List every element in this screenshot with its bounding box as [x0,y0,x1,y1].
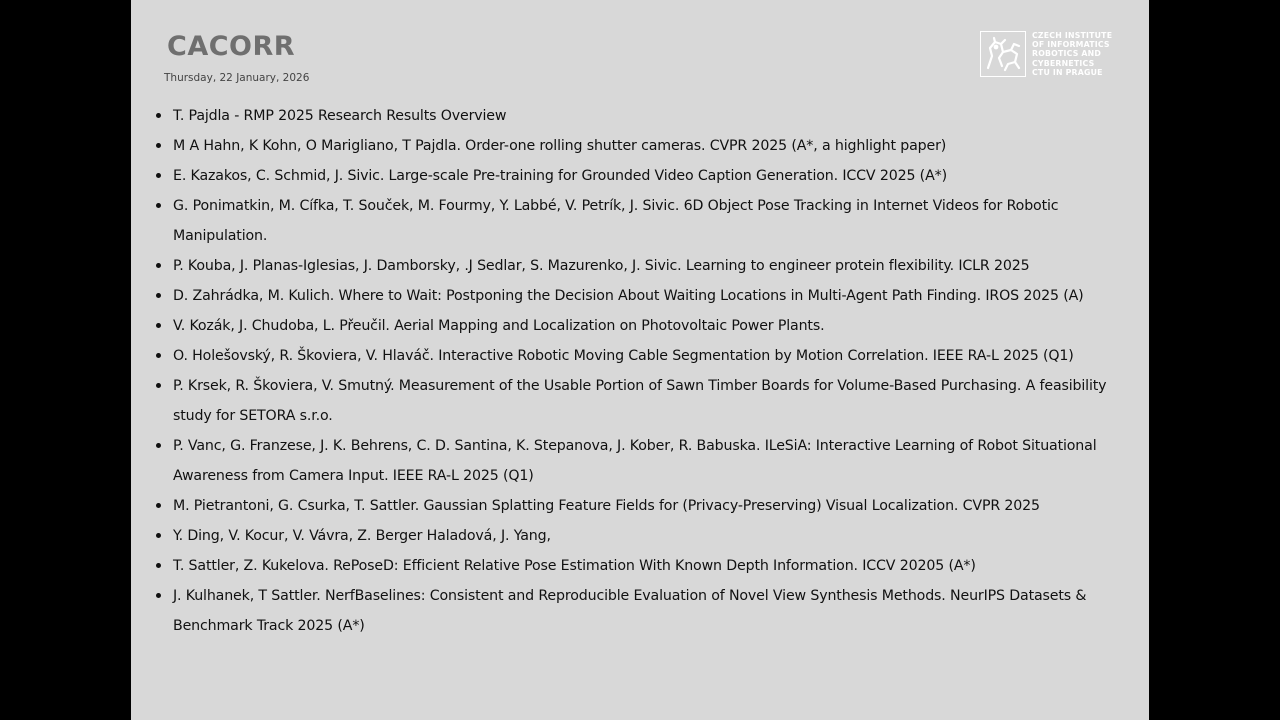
publication-item [131,581,1149,641]
cacorr-logo: CACORR [167,31,296,62]
publication-item [131,341,1149,371]
publication-text: V. Kozák, J. Chudoba, L. Přeučil. Aerial Mapping and Localization on Photovoltaic Power Plants. [173,318,825,334]
bullet-icon [156,323,161,328]
publication-text: O. Holešovský, R. Škoviera, V. Hlaváč. Interactive Robotic Moving Cable Segmentation by Motion Correlation. IEEE RA-L 2025 (Q1) [173,348,1074,364]
publication-item [131,491,1149,521]
publication-text: P. Krsek, R. Škoviera, V. Smutný. Measurement of the Usable Portion of Sawn Timber Boards for Volume-Based Purchasing. A feasibility study for SETORA s.r.o. [173,378,1107,424]
publication-item [131,191,1149,251]
bullet-icon [156,593,161,598]
slide [131,0,1149,720]
bullet-icon [156,203,161,208]
publication-item [131,131,1149,161]
bullet-icon [156,443,161,448]
institute-line: OF INFORMATICS [1032,40,1110,50]
slide-date: Thursday, 22 January, 2026 [164,72,310,84]
bullet-icon [156,503,161,508]
institute-line: ROBOTICS AND [1032,49,1102,59]
publication-item [131,311,1149,341]
ciirc-lion-icon [980,31,1026,77]
publication-item [131,101,1149,131]
bullet-icon [156,173,161,178]
publication-item [131,161,1149,191]
institute-line: CZECH INSTITUTE [1032,31,1113,40]
ciirc-logo [980,31,1112,77]
publication-text: G. Ponimatkin, M. Cífka, T. Souček, M. Fourmy, Y. Labbé, V. Petrík, J. Sivic. 6D Object Pose Tracking in Internet Videos for Robotic Manipulation. [173,198,1059,244]
bullet-icon [156,113,161,118]
bullet-icon [156,293,161,298]
publication-item [131,551,1149,581]
publication-text: P. Vanc, G. Franzese, J. K. Behrens, C. D. Santina, K. Stepanova, J. Kober, R. Babuska. ILeSiA: Interactive Learning of Robot Situational Awareness from Camera Input. IEEE RA-L 2025 (Q1) [173,438,1097,484]
publication-item [131,431,1149,491]
publication-item [131,521,1149,551]
publication-item [131,371,1149,431]
publication-text: M A Hahn, K Kohn, O Marigliano, T Pajdla. Order-one rolling shutter cameras. CVPR 2025 (A*, a highlight paper) [173,138,947,154]
publication-text: T. Pajdla - RMP 2025 Research Results Overview [173,108,507,124]
publication-text: P. Kouba, J. Planas-Iglesias, J. Damborsky, .J Sedlar, S. Mazurenko, J. Sivic. Learning to engineer protein flexibility. ICLR 2025 [173,258,1030,274]
publication-text: E. Kazakos, C. Schmid, J. Sivic. Large-scale Pre-training for Grounded Video Caption Generation. ICCV 2025 (A*) [173,168,947,184]
bullet-icon [156,383,161,388]
publication-text: T. Sattler, Z. Kukelova. RePoseD: Efficient Relative Pose Estimation With Known Depth Information. ICCV 20205 (A*) [173,558,976,574]
publication-text: D. Zahrádka, M. Kulich. Where to Wait: Postponing the Decision About Waiting Locations in Multi-Agent Path Finding. IROS 2025 (A) [173,288,1084,304]
bullet-icon [156,533,161,538]
publication-item [131,281,1149,311]
publication-list [131,101,1149,641]
bullet-icon [156,263,161,268]
publication-text: Y. Ding, V. Kocur, V. Vávra, Z. Berger Haladová, J. Yang, [173,528,551,544]
publication-item [131,251,1149,281]
bullet-icon [156,143,161,148]
bullet-icon [156,353,161,358]
publication-text: J. Kulhanek, T Sattler. NerfBaselines: Consistent and Reproducible Evaluation of Novel View Synthesis Methods. NeurIPS Datasets & Benchmark Track 2025 (A*) [173,588,1087,634]
bullet-icon [156,563,161,568]
institute-line: CTU IN PRAGUE [1032,67,1103,77]
publication-text: M. Pietrantoni, G. Csurka, T. Sattler. Gaussian Splatting Feature Fields for (Privacy-Preserving) Visual Localization. CVPR 2025 [173,498,1040,514]
institute-name [1032,31,1112,77]
institute-line: CYBERNETICS [1032,58,1095,68]
